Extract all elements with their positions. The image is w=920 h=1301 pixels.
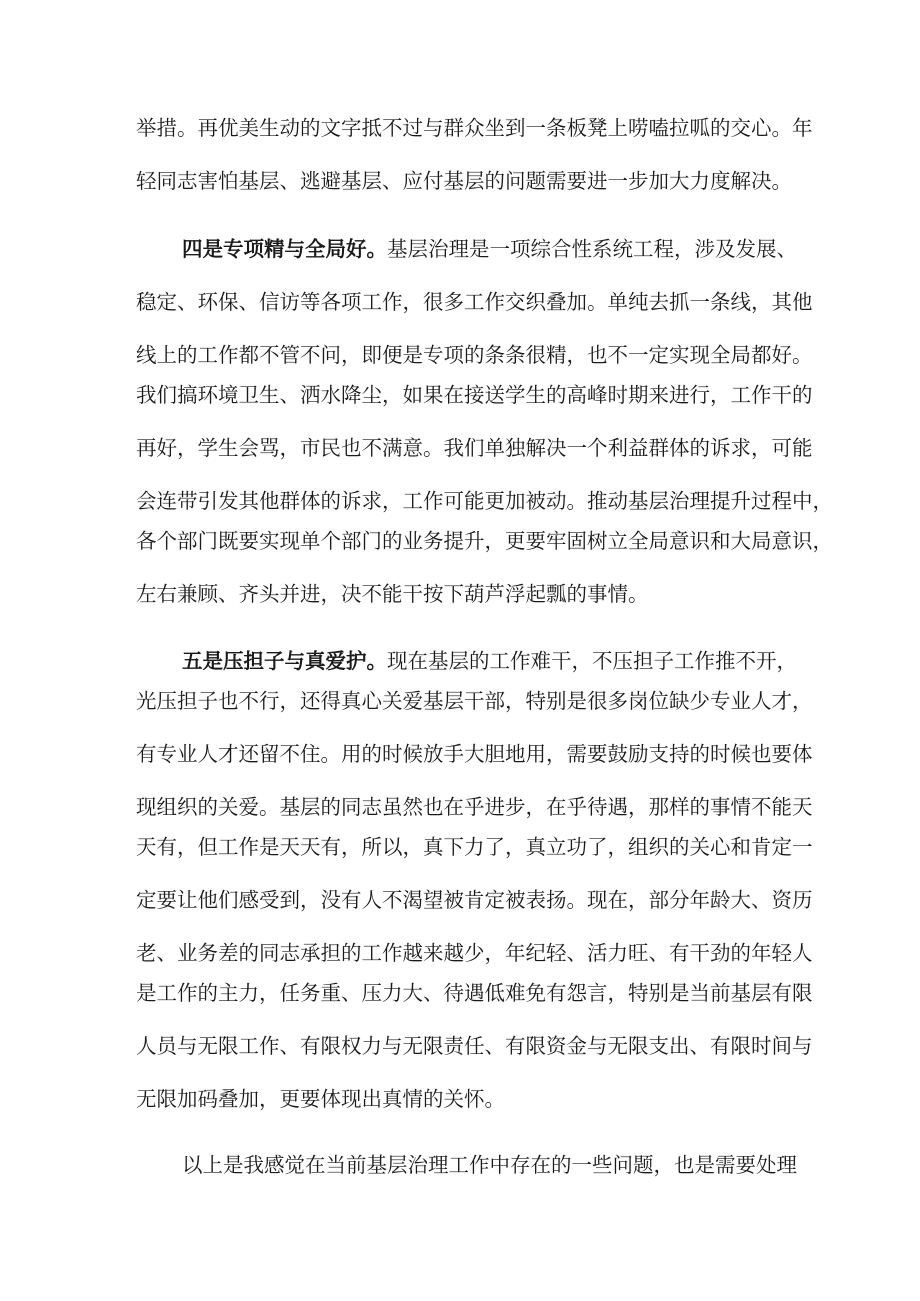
text-line: 以上是我感觉在当前基层治理工作中存在的一些问题，也是需要处理 [182,1153,797,1177]
text-line: 老、业务差的同志承担的工作越来越少，年纪轻、活力旺、有干劲的年轻人 [136,941,813,965]
text-line [182,647,796,675]
text-line: 是工作的主力，任务重、压力大、待遇低难免有怨言，特别是当前基层有限 [136,981,813,1005]
text-line: 光压担子也不行，还得真心关爱基层干部，特别是很多岗位缺少专业人才， [136,689,813,713]
text-line: 各个部门既要实现单个部门的业务提升，更要牢固树立全局意识和大局意识， [136,529,833,553]
text-line: 无限加码叠加，更要体现出真情的关怀。 [136,1087,505,1111]
text-line: 我们搞环境卫生、洒水降尘，如果在接送学生的高峰时期来进行，工作干的 [136,383,813,407]
text-line: 左右兼顾、齐头并进，决不能干按下葫芦浮起瓢的事情。 [136,582,649,606]
text-line: 定要让他们感受到，没有人不渴望被肯定被表扬。现在，部分年龄大、资历 [136,888,813,912]
text-line: 会连带引发其他群体的诉求，工作可能更加被动。推动基层治理提升过程中， [136,489,833,513]
text-line: 举措。再优美生动的文字抵不过与群众坐到一条板凳上唠嗑拉呱的交心。年 [136,116,813,140]
section-heading: 四是专项精与全局好。 [182,237,387,261]
text-line: 现组织的关爱。基层的同志虽然也在乎进步，在乎待遇，那样的事情不能天 [136,795,813,819]
text-line: 再好，学生会骂，市民也不满意。我们单独解决一个利益群体的诉求，可能 [136,436,813,460]
text-line [182,235,796,263]
text-line: 稳定、环保、信访等各项工作，很多工作交织叠加。单纯去抓一条线，其他 [136,290,813,314]
text-line: 有专业人才还留不住。用的时候放手大胆地用，需要鼓励支持的时候也要体 [136,742,813,766]
text-run: 现在基层的工作难干，不压担子工作推不开， [387,649,797,673]
text-line: 轻同志害怕基层、逃避基层、应付基层的问题需要进一步加大力度解决。 [136,169,792,193]
text-line: 线上的工作都不管不问，即便是专项的条条很精，也不一定实现全局都好。 [136,343,813,367]
text-line: 人员与无限工作、有限权力与无限责任、有限资金与无限支出、有限时间与 [136,1034,813,1058]
text-run: 基层治理是一项综合性系统工程，涉及发展、 [387,237,797,261]
section-heading: 五是压担子与真爱护。 [182,649,387,673]
text-line: 天有，但工作是天天有，所以，真下力了，真立功了，组织的关心和肯定一 [136,835,813,859]
